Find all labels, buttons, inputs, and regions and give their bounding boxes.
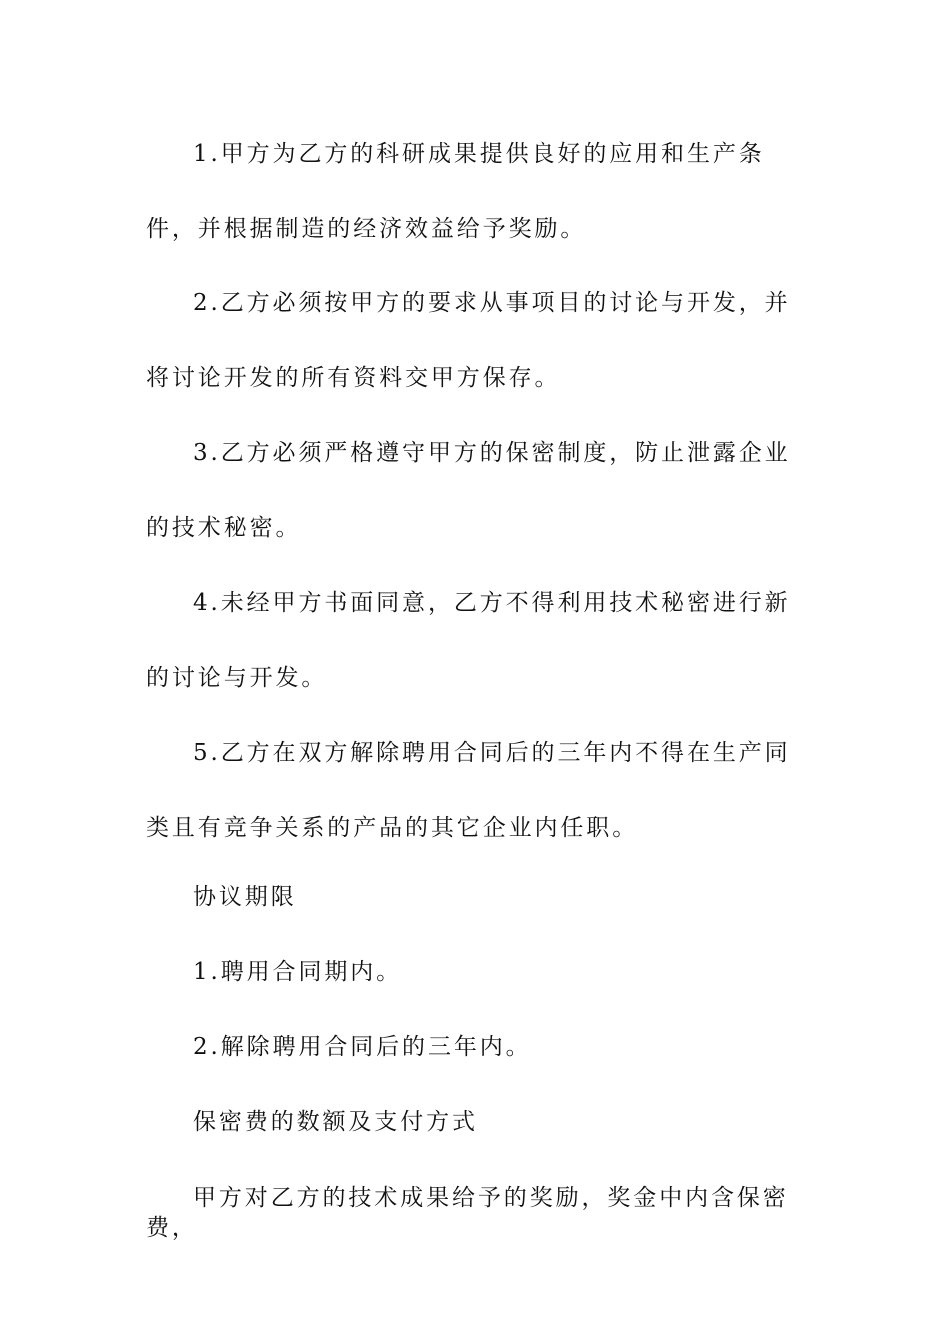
paragraph-term-1: 1.聘用合同期内。: [193, 959, 403, 985]
paragraph-clause-5: 5.乙方在双方解除聘用合同后的三年内不得在生产同类且有竞争关系的产品的其它企业内任职。: [146, 740, 791, 841]
paragraph-clause-3: 3.乙方必须严格遵守甲方的保密制度，防止泄露企业的技术秘密。: [146, 440, 791, 541]
paragraph-clause-4: 4.未经甲方书面同意，乙方不得利用技术秘密进行新的讨论与开发。: [146, 590, 791, 691]
paragraph-clause-2: 2.乙方必须按甲方的要求从事项目的讨论与开发，并将讨论开发的所有资料交甲方保存。: [146, 290, 791, 391]
paragraph-clause-1: 1.甲方为乙方的科研成果提供良好的应用和生产条件，并根据制造的经济效益给予奖励。: [146, 141, 765, 242]
paragraph-term-2: 2.解除聘用合同后的三年内。: [193, 1034, 532, 1060]
section-heading-term: 协议期限: [193, 884, 297, 910]
paragraph-fee: 甲方对乙方的技术成果给予的奖励，奖金中内含保密费，: [146, 1185, 789, 1241]
section-heading-fee: 保密费的数额及支付方式: [193, 1109, 478, 1135]
